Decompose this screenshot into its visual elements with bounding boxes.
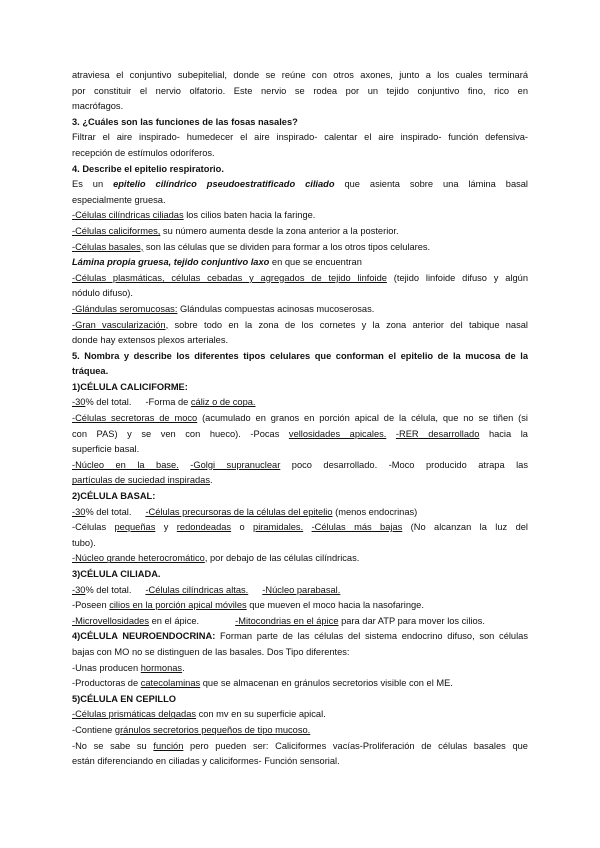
- list-item: -Núcleo en la base. -Golgi supranuclear poco desarrollado. -Moco producido atrapa las: [72, 459, 528, 470]
- text-line: macrófagos.: [72, 101, 124, 112]
- section-title: 2)CÉLULA BASAL:: [72, 491, 156, 502]
- list-item: -Células caliciformes, su número aumenta desde la zona anterior a la posterior.: [72, 225, 399, 236]
- question-4-heading: 4. Describe el epitelio respiratorio.: [72, 163, 224, 174]
- section-title: 1)CÉLULA CALICIFORME:: [72, 381, 188, 392]
- section-title: 5)CÉLULA EN CEPILLO: [72, 693, 176, 704]
- document-page: [72, 68, 528, 770]
- list-item: -Gran vascularización, sobre todo en la zona de los cornetes y la zona anterior del tabique nasal: [72, 319, 528, 330]
- list-item: -Microvellosidades en el ápice. -Mitocondrias en el ápice para dar ATP para mover los cilios.: [72, 615, 485, 626]
- list-item: -Contiene gránulos secretorios pequeños de tipo mucoso.: [72, 724, 311, 735]
- list-item: -Células basales, son las células que se dividen para formar a los otros tipos celulares.: [72, 241, 431, 252]
- list-item: -Unas producen hormonas.: [72, 662, 185, 673]
- list-item: -Células plasmáticas, células cebadas y agregados de tejido linfoide (tejido linfoide difuso y algún: [72, 272, 528, 283]
- text-line: recepción de estímulos odoríferos.: [72, 147, 215, 158]
- question-5-heading: 5. Nombra y describe los diferentes tipos celulares que conforman el epitelio de la mucosa de la: [72, 350, 528, 361]
- list-item: -Células cilíndricas ciliadas los cilios baten hacia la faringe.: [72, 210, 316, 221]
- text-line: por constituir el nervio olfatorio. Este nervio se rodea por un tejido conjuntivo fino, rico en: [72, 85, 528, 96]
- section-title: 4)CÉLULA NEUROENDOCRINA: Forman parte de las células del sistema endocrino difuso, son células: [72, 631, 528, 642]
- section-title: 3)CÉLULA CILIADA.: [72, 569, 161, 579]
- text-line: donde hay extensos plexos arteriales.: [72, 335, 229, 346]
- list-item: -Poseen cilios en la porción apical móviles que mueven el moco hacia la nasofaringe.: [72, 600, 424, 611]
- text-line: Es un epitelio cilíndrico pseudoestratificado ciliado que asienta sobre una lámina basal: [72, 179, 528, 190]
- list-item: -Células pequeñas y redondeadas o piramidales. -Células más bajas (No alcanzan la luz del: [72, 522, 528, 533]
- text-line: nódulo difuso).: [72, 288, 133, 299]
- text-line: partículas de suciedad inspiradas.: [72, 475, 213, 486]
- question-5-heading: tráquea.: [72, 366, 109, 377]
- text-line: atraviesa el conjuntivo subepitelial, donde se reúne con otros axones, junto a los cuales terminará: [72, 70, 528, 80]
- text-line: Lámina propia gruesa, tejido conjuntivo laxo en que se encuentran: [72, 257, 362, 268]
- text-line: superficie basal.: [72, 444, 140, 455]
- text-line: especialmente gruesa.: [72, 194, 166, 205]
- list-item: -Núcleo grande heterocromático, por debajo de las células cilíndricas.: [72, 553, 360, 564]
- list-item: -Células secretoras de moco (acumulado en granos en porción apical de la célula, que no se tiñen (si: [72, 413, 528, 424]
- text-line: bajas con MO no se distinguen de las basales. Dos Tipo diferentes:: [72, 646, 350, 657]
- list-item: -30% del total. -Forma de cáliz o de copa.: [72, 397, 256, 408]
- text-line: tubo).: [72, 537, 96, 548]
- list-item: con PAS) y se ven con hueco). -Pocas vellosidades apicales. -RER desarrollado hacia la: [72, 428, 528, 439]
- text-line: están diferenciando en ciliadas y caliciformes- Función sensorial.: [72, 756, 340, 767]
- list-item: -Glándulas seromucosas: Glándulas compuestas acinosas mucoserosas.: [72, 303, 375, 314]
- list-item: -Células prismáticas delgadas con mv en su superficie apical.: [72, 709, 326, 720]
- list-item: -30% del total. -Células cilíndricas altas. -Núcleo parabasal.: [72, 584, 341, 595]
- text-line: Filtrar el aire inspirado- humedecer el aire inspirado- calentar el aire inspirado- función defensiva-: [72, 132, 528, 143]
- list-item: -Productoras de catecolaminas que se almacenan en gránulos secretorios visible con el ME.: [72, 678, 453, 689]
- question-3-heading: 3. ¿Cuáles son las funciones de las fosas nasales?: [72, 116, 298, 127]
- list-item: -No se sabe su función pero pueden ser: Caliciformes vacías-Proliferación de células basales que: [72, 740, 528, 751]
- list-item: -30% del total. -Células precursoras de la células del epitelio (menos endocrinas): [72, 506, 418, 517]
